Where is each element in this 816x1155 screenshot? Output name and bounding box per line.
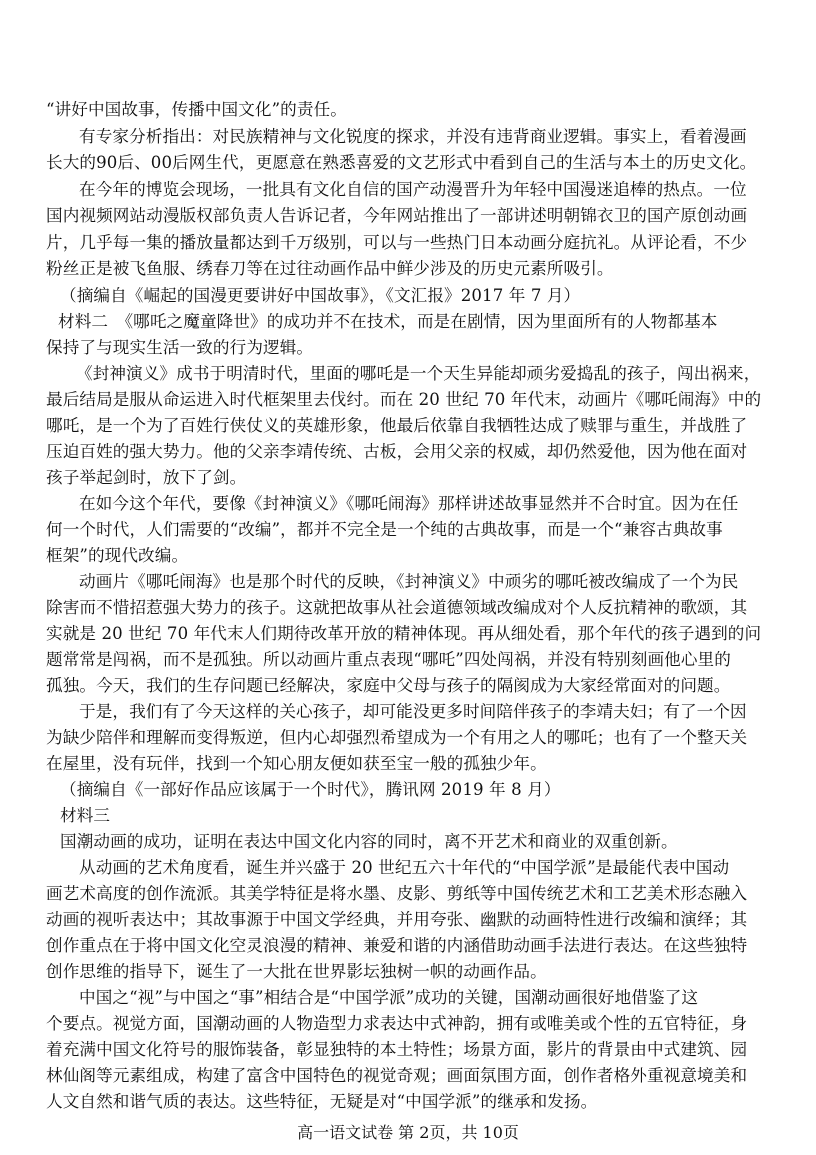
source-citation: （摘编自《崛起的国漫更要讲好中国故事》，《文汇报》2017 年 7 月） (60, 286, 581, 305)
text-line: 保持了与现实生活一致的行为逻辑。 (46, 338, 314, 357)
text-line: 框架”的现代改编。 (46, 546, 189, 565)
text-line: 有专家分析指出：对民族精神与文化锐度的探求，并没有违背商业逻辑。事实上，看着漫画 (79, 127, 747, 146)
text-line: 创作思维的指导下，诞生了一大批在世界影坛独树一帜的动画作品。 (46, 962, 547, 981)
section-heading-material-2: 材料二 《哪吒之魔童降世》的成功并不在技术，而是在剧情，因为里面所有的人物都基本 (58, 312, 718, 331)
text-line: 国内视频网站动漫版权部负责人告诉记者，今年网站推出了一部讲述明朝锦衣卫的国产原创动画 (46, 206, 748, 225)
text-line: 个要点。视觉方面，国潮动画的人物造型力求表达中式神韵，拥有或唯美或个性的五官特征，身 (46, 1014, 748, 1033)
text-line: 人文自然和谐气质的表达。这些特征，无疑是对“中国学派”的继承和发扬。 (46, 1092, 598, 1111)
text-line: 动画片《哪吒闹海》也是那个时代的反映，《封神演义》中顽劣的哪吒被改编成了一个为民 (79, 572, 739, 591)
text-line: 最后结局是服从命运进入时代框架里去伐纣。而在 20 世纪 70 年代末，动画片《哪吒闹海》中的 (46, 390, 762, 409)
text-line: 粉丝正是被飞鱼服、绣春刀等在过往动画作品中鲜少涉及的历史元素所吸引。 (46, 259, 614, 278)
text-line: 创作重点在于将中国文化空灵浪漫的精神、兼爱和谐的内涵借助动画手法进行表达。在这些独特 (46, 936, 748, 955)
text-line: 题常常是闯祸，而不是孤独。所以动画片重点表现“哪吒”四处闯祸，并没有特别刻画他心里的 (46, 650, 731, 669)
text-line: 为缺少陪伴和理解而变得叛逆，但内心却强烈希望成为一个有用之人的哪吒；也有了一个整天关 (46, 728, 748, 747)
text-line: 画艺术高度的创作流派。其美学特征是将水墨、皮影、剪纸等中国传统艺术和工艺美术形态融入 (46, 884, 748, 903)
text-line: 从动画的艺术角度看，诞生并兴盛于 20 世纪五六十年代的“中国学派”是最能代表中国动 (79, 858, 730, 877)
text-line: 孤独。今天，我们的生存问题已经解决，家庭中父母与孩子的隔阂成为大家经常面对的问题。 (46, 676, 731, 695)
text-line: 孩子举起剑时，放下了剑。 (46, 468, 247, 487)
text-line: 于是，我们有了今天这样的关心孩子，却可能没更多时间陪伴孩子的李靖夫妇；有了一个因 (79, 702, 747, 721)
text-line: 何一个时代，人们需要的“改编”，都并不完全是一个纯的古典故事，而是一个“兼容古典故事 (46, 520, 723, 539)
text-line: 中国之“视”与中国之“事”相结合是“中国学派”成功的关键，国潮动画很好地借鉴了这 (79, 988, 699, 1007)
text-line: 林仙阁等元素组成，构建了富含中国特色的视觉奇观；画面氛围方面，创作者格外重视意境美和 (46, 1066, 748, 1085)
text-line: 《封神演义》成书于明清时代，里面的哪吒是一个天生异能却顽劣爱捣乱的孩子，闯出祸来， (76, 364, 761, 383)
text-line: 动画的视听表达中；其故事源于中国文学经典，并用夸张、幽默的动画特性进行改编和演绎；其 (46, 910, 748, 929)
text-line: 国潮动画的成功，证明在表达中国文化内容的同时，离不开艺术和商业的双重创新。 (60, 832, 678, 851)
text-line: 在屋里，没有玩伴，找到一个知心朋友便如获至宝一般的孤独少年。 (46, 754, 547, 773)
text-line: 哪吒，是一个为了百姓行侠仗义的英雄形象，他最后依靠自我牺牲达成了赎罪与重生，并战胜了 (46, 416, 748, 435)
text-line: 除害而不惜招惹强大势力的孩子。这就把故事从社会道德领域改编成对个人反抗精神的歌颂，其 (46, 598, 748, 617)
text-line: 在今年的博览会现场，一批具有文化自信的国产动漫晋升为年轻中国漫迷追棒的热点。一位 (79, 180, 747, 199)
text-line: 压迫百姓的强大势力。他的父亲李靖传统、古板，会用父亲的权威，却仍然爱他，因为他在面对 (46, 442, 748, 461)
text-line: 长大的90后、00后网生代，更愿意在熟悉喜爱的文艺形式中看到自己的生活与本土的历史文化。 (46, 153, 757, 172)
page-footer: 高一语文试卷 第 2页，共 10页 (297, 1123, 519, 1142)
text-line: “讲好中国故事，传播中国文化”的责任。 (46, 100, 347, 119)
text-line: 片，几乎每一集的播放量都达到千万级别，可以与一些热门日本动画分庭抗礼。从评论看，不少 (46, 233, 748, 252)
source-citation: （摘编自《一部好作品应该属于一个时代》，腾讯网 2019 年 8 月） (60, 780, 561, 799)
section-heading-material-3: 材料三 (60, 806, 111, 825)
text-line: 实就是 20 世纪 70 年代末人们期待改革开放的精神体现。再从细处看，那个年代的孩子遇到的问 (46, 624, 762, 643)
text-line: 着充满中国文化符号的服饰装备，彰显独特的本土特性；场景方面，影片的背景由中式建筑、园 (46, 1040, 748, 1059)
text-line: 在如今这个年代，要像《封神演义》《哪吒闹海》那样讲述故事显然并不合时宜。因为在任 (79, 494, 739, 513)
